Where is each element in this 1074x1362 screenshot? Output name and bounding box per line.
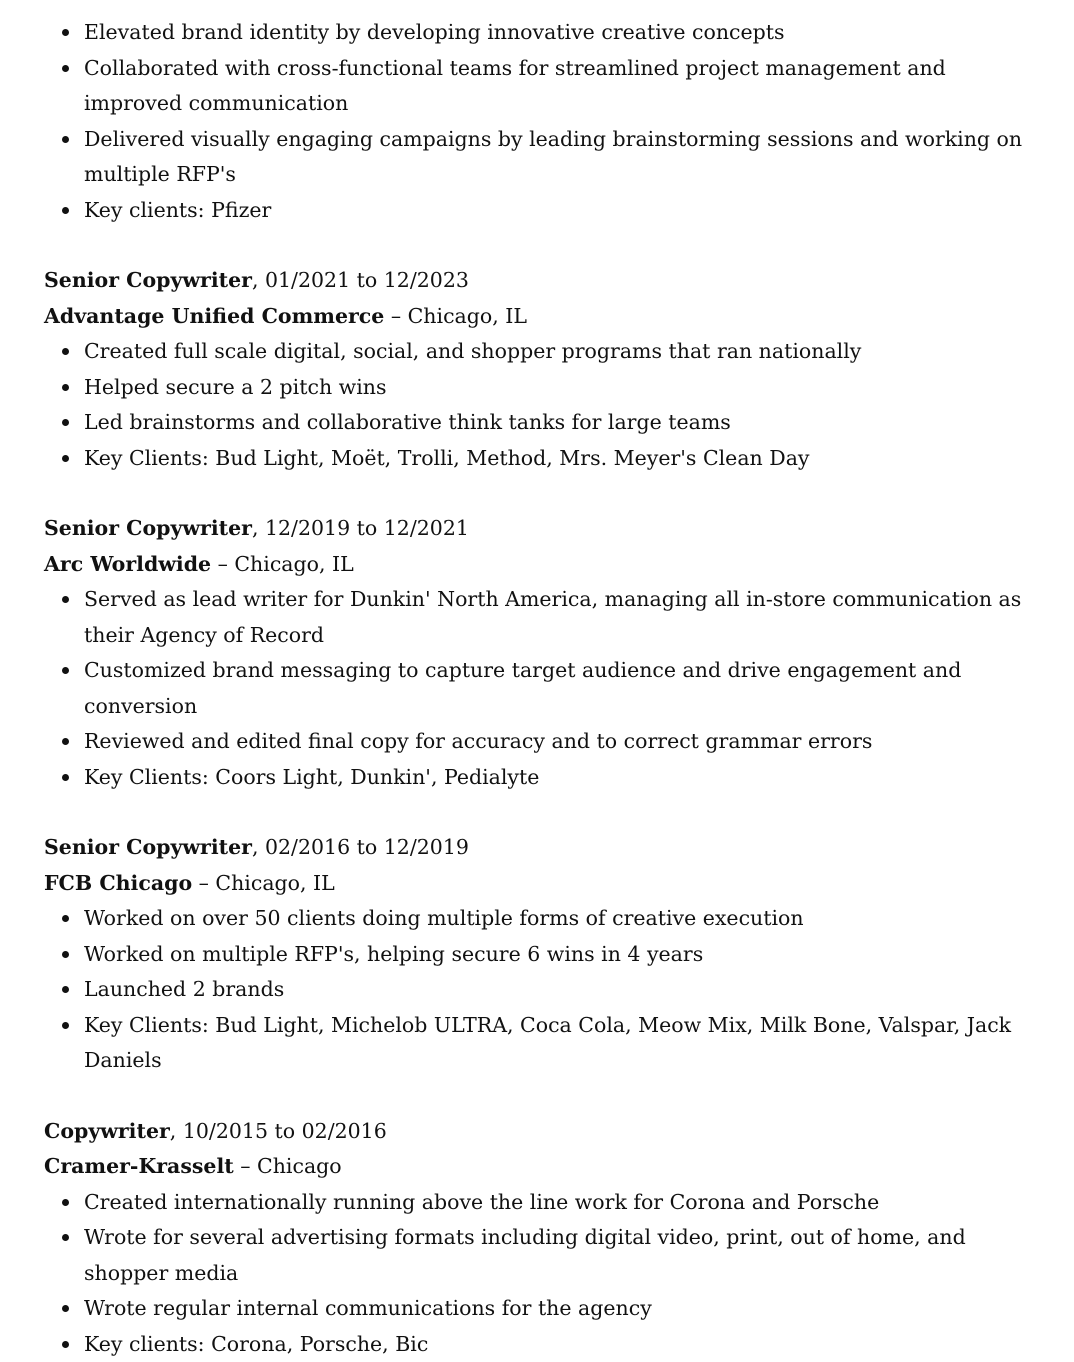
bullet-item: Created full scale digital, social, and shopper programs that ran nationally: [84, 334, 1034, 370]
bullet-item: Worked on multiple RFP's, helping secure 6 wins in 4 years: [84, 937, 1034, 973]
company-location: – Chicago, IL: [384, 304, 527, 328]
bullet-item: Delivered visually engaging campaigns by leading brainstorming sessions and working on multiple RFP's: [84, 122, 1034, 193]
job-title: Senior Copywriter: [44, 516, 252, 540]
company-line: [44, 866, 1034, 902]
bullet-item: Created internationally running above the line work for Corona and Porsche: [84, 1185, 1034, 1221]
intro-bullet-list: [44, 15, 1034, 228]
job-dates: , 10/2015 to 02/2016: [170, 1119, 387, 1143]
bullet-item: Led brainstorms and collaborative think tanks for large teams: [84, 405, 1034, 441]
job-bullet-list: [44, 1185, 1034, 1362]
company-line: [44, 547, 1034, 583]
job-title: Copywriter: [44, 1119, 170, 1143]
job-bullet-list: [44, 334, 1034, 476]
bullet-item: Worked on over 50 clients doing multiple forms of creative execution: [84, 901, 1034, 937]
bullet-item: Elevated brand identity by developing innovative creative concepts: [84, 15, 1034, 51]
job-title-line: [44, 263, 1034, 299]
job-dates: , 01/2021 to 12/2023: [252, 268, 469, 292]
company-name: Arc Worldwide: [44, 552, 211, 576]
bullet-item: Key Clients: Bud Light, Michelob ULTRA, Coca Cola, Meow Mix, Milk Bone, Valspar, Jack Daniels: [84, 1008, 1034, 1079]
job-title: Senior Copywriter: [44, 268, 252, 292]
bullet-item: Key clients: Corona, Porsche, Bic: [84, 1327, 1034, 1362]
bullet-item: Helped secure a 2 pitch wins: [84, 370, 1034, 406]
company-name: FCB Chicago: [44, 871, 192, 895]
job-dates: , 02/2016 to 12/2019: [252, 835, 469, 859]
job-title-line: [44, 1114, 1034, 1150]
bullet-item: Wrote for several advertising formats including digital video, print, out of home, and shopper media: [84, 1220, 1034, 1291]
bullet-item: Launched 2 brands: [84, 972, 1034, 1008]
job-dates: , 12/2019 to 12/2021: [252, 516, 469, 540]
bullet-item: Key Clients: Coors Light, Dunkin', Pedialyte: [84, 760, 1034, 796]
company-line: [44, 299, 1034, 335]
job-bullet-list: [44, 901, 1034, 1079]
bullet-item: Served as lead writer for Dunkin' North America, managing all in-store communication as their Agency of Record: [84, 582, 1034, 653]
company-location: – Chicago, IL: [211, 552, 354, 576]
job-entry: [44, 511, 1034, 795]
company-name: Advantage Unified Commerce: [44, 304, 384, 328]
bullet-item: Customized brand messaging to capture target audience and drive engagement and conversion: [84, 653, 1034, 724]
bullet-item: Reviewed and edited final copy for accuracy and to correct grammar errors: [84, 724, 1034, 760]
job-bullet-list: [44, 582, 1034, 795]
company-name: Cramer-Krasselt: [44, 1154, 234, 1178]
bullet-item: Collaborated with cross-functional teams for streamlined project management and improved communication: [84, 51, 1034, 122]
bullet-item: Key Clients: Bud Light, Moët, Trolli, Method, Mrs. Meyer's Clean Day: [84, 441, 1034, 477]
job-title: Senior Copywriter: [44, 835, 252, 859]
job-entry: [44, 263, 1034, 476]
job-title-line: [44, 830, 1034, 866]
job-entry: [44, 1114, 1034, 1362]
bullet-item: Key clients: Pfizer: [84, 193, 1034, 229]
company-location: – Chicago: [234, 1154, 342, 1178]
company-location: – Chicago, IL: [192, 871, 335, 895]
job-title-line: [44, 511, 1034, 547]
job-entry: [44, 830, 1034, 1079]
bullet-item: Wrote regular internal communications for the agency: [84, 1291, 1034, 1327]
company-line: [44, 1149, 1034, 1185]
